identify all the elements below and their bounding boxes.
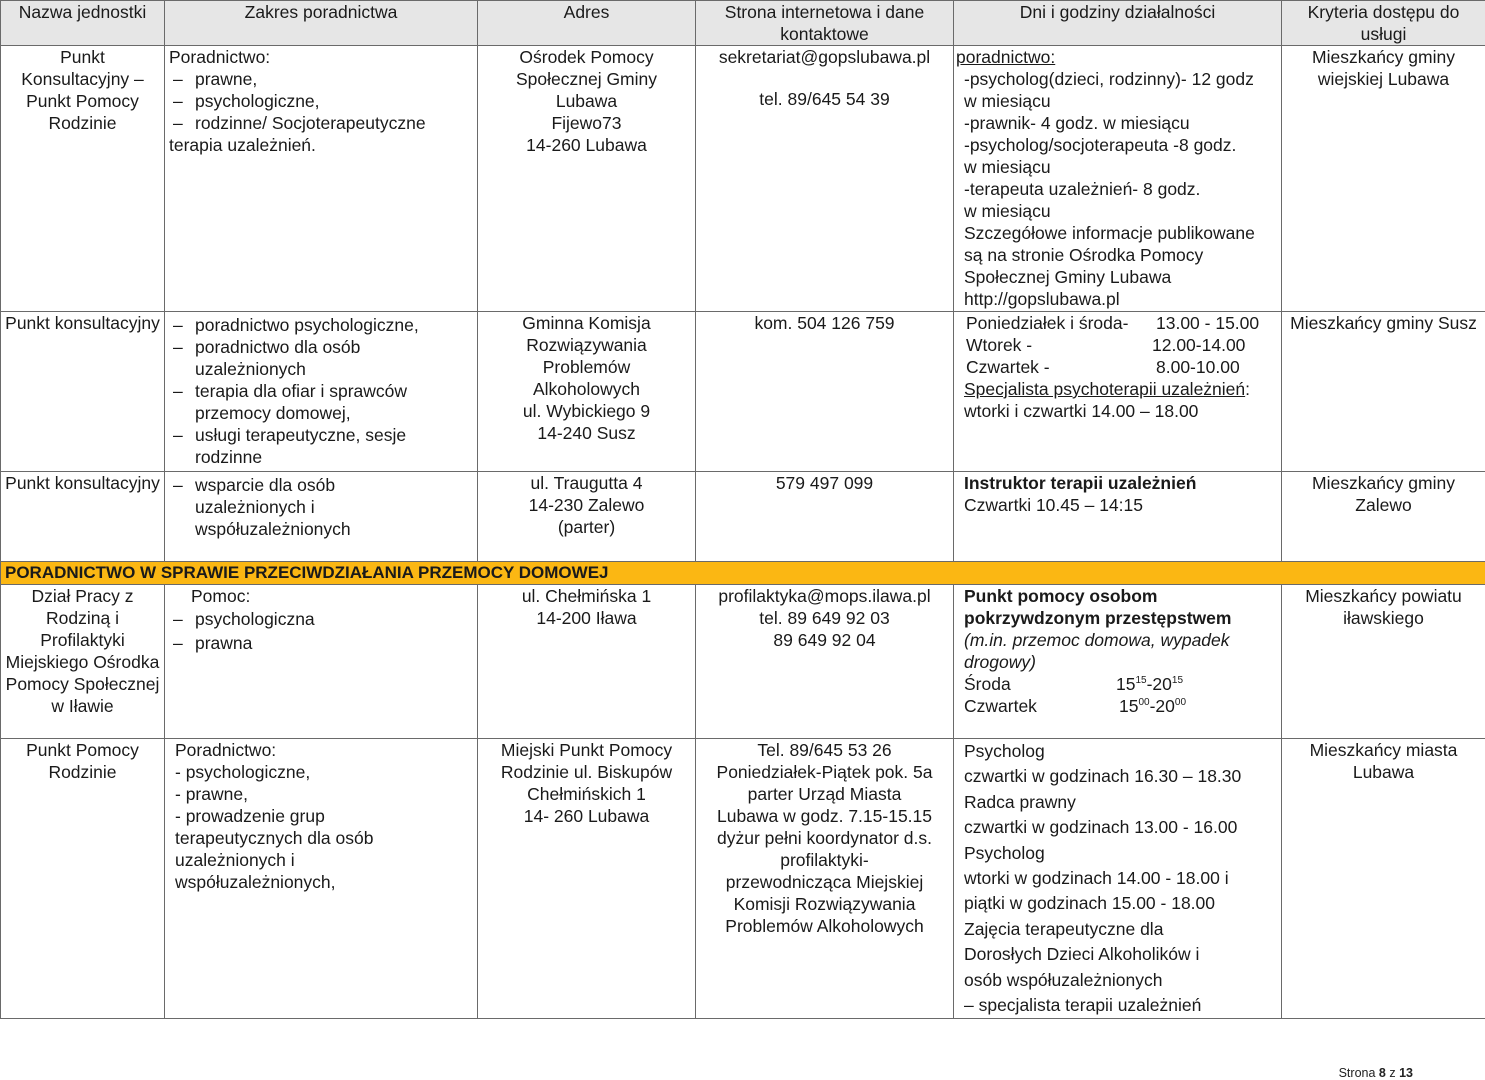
- scope-line: - prawne,: [175, 784, 248, 804]
- address-line: Miejski Punkt Pomocy: [500, 740, 673, 760]
- schedule-row: Poniedziałek i środa- 13.00 - 15.00: [966, 313, 1260, 333]
- criteria-cell: Mieszkańcy gminy Zalewo: [1282, 472, 1485, 562]
- page-number: Strona 8 z 13: [1338, 1066, 1413, 1080]
- address-line: ul. Chełmińska 1: [521, 586, 652, 606]
- hours-line: w miesiącu: [964, 201, 1051, 221]
- contact-line: Poniedziałek-Piątek pok. 5a: [716, 762, 933, 782]
- hours-line: wtorki w godzinach 14.00 - 18.00 i: [964, 868, 1229, 889]
- hours-line: Zajęcia terapeutyczne dla: [964, 918, 1164, 939]
- scope-title: Pomoc:: [191, 586, 251, 606]
- table-row: [1, 46, 1485, 312]
- header-scope: Zakres poradnictwa: [165, 1, 478, 46]
- criteria-cell: Mieszkańcy gminy Susz: [1282, 312, 1485, 472]
- hours-line: w miesiącu: [964, 157, 1051, 177]
- hours-line: Psycholog: [964, 842, 1045, 863]
- hours-line: osób współuzależnionych: [964, 969, 1163, 990]
- table-header-row: [1, 1, 1485, 46]
- scope-item: – terapia dla ofiar i sprawców przemocy domowej,: [173, 381, 408, 423]
- hours-cell: [954, 312, 1282, 472]
- hours-title: Instruktor terapii uzależnień: [964, 473, 1197, 493]
- table-row: [1, 472, 1485, 562]
- contact-line: Komisji Rozwiązywania: [733, 894, 916, 914]
- hours-line: czwartki w godzinach 16.30 – 18.30: [964, 766, 1242, 787]
- schedule-row: Wtorek - 12.00-14.00: [966, 335, 1246, 355]
- address-line: 14-230 Zalewo: [528, 495, 645, 515]
- hours-note: (m.in. przemoc domowa, wypadek drogowy): [964, 630, 1230, 672]
- scope-item: – poradnictwo psychologiczne,: [173, 315, 419, 335]
- contact-line: dyżur pełni koordynator d.s.: [717, 828, 932, 848]
- hours-title: Punkt pomocy osobom pokrzywdzonym przestępstwem: [964, 586, 1232, 628]
- contact-cell: [696, 585, 954, 739]
- hours-cell: [954, 585, 1282, 739]
- contact-cell: [696, 472, 954, 562]
- scope-tail: terapia uzależnień.: [169, 135, 316, 155]
- address-line: ul. Wybickiego 9: [522, 401, 651, 421]
- scope-cell: [165, 472, 478, 562]
- hours-line: Szczegółowe informacje publikowane: [964, 223, 1255, 243]
- phone-number: tel. 89 649 92 03: [759, 608, 890, 628]
- address-cell: [478, 46, 696, 312]
- hours-line: Radca prawny: [964, 791, 1076, 812]
- hours-line: czwartki w godzinach 13.00 - 16.00: [964, 817, 1238, 838]
- contact-line: przewodnicząca Miejskiej: [725, 872, 924, 892]
- address-cell: [478, 585, 696, 739]
- address-cell: [478, 739, 696, 1019]
- hours-cell: [954, 739, 1282, 1019]
- address-line: (parter): [557, 517, 616, 537]
- header-contact: Strona internetowa i dane kontaktowe: [696, 1, 954, 46]
- scope-item: – psychologiczna: [173, 609, 315, 629]
- criteria-cell: Mieszkańcy gminy wiejskiej Lubawa: [1282, 46, 1485, 312]
- scope-cell: [165, 585, 478, 739]
- hours-line: Psycholog: [964, 741, 1045, 761]
- email-link[interactable]: profilaktyka@mops.ilawa.pl: [718, 586, 931, 606]
- phone-number: 89 649 92 04: [773, 630, 876, 650]
- hours-cell: [954, 46, 1282, 312]
- table-row: [1, 585, 1485, 739]
- scope-cell: [165, 46, 478, 312]
- scope-item: – wsparcie dla osób uzależnionych i współuzależnionych: [173, 475, 351, 539]
- hours-line: -psycholog(dzieci, rodzinny)- 12 godz: [964, 69, 1254, 89]
- address-line: 14-260 Lubawa: [526, 135, 647, 155]
- address-line: Gminna Komisja: [522, 313, 651, 333]
- criteria-cell: Mieszkańcy miasta Lubawa: [1282, 739, 1485, 1019]
- address-line: 14- 260 Lubawa: [523, 806, 650, 826]
- address-cell: [478, 312, 696, 472]
- header-hours: Dni i godziny działalności: [954, 1, 1282, 46]
- contact-cell: [696, 46, 954, 312]
- table-row: [1, 739, 1485, 1019]
- section-title: PORADNICTWO W SPRAWIE PRZECIWDZIAŁANIA PRZEMOCY DOMOWEJ: [1, 562, 1485, 585]
- address-line: Fijewo73: [551, 113, 622, 133]
- scope-line: współuzależnionych,: [175, 872, 336, 892]
- unit-name: Punkt Pomocy Rodzinie: [1, 739, 165, 1019]
- scope-title: Poradnictwo:: [175, 740, 277, 760]
- hours-line: piątki w godzinach 15.00 - 18.00: [964, 893, 1215, 914]
- scope-item: – usługi terapeutyczne, sesje rodzinne: [173, 425, 407, 467]
- unit-name: Dział Pracy z Rodziną i Profilaktyki Miejskiego Ośrodka Pomocy Społecznej w Iławie: [1, 585, 165, 739]
- section-row: [1, 562, 1485, 585]
- scope-line: terapeutycznych dla osób: [175, 828, 374, 848]
- hours-time: Czwartki 10.45 – 14:15: [964, 495, 1143, 515]
- address-line: Alkoholowych: [533, 379, 640, 399]
- hours-line: -prawnik- 4 godz. w miesiącu: [964, 113, 1190, 133]
- hours-cell: [954, 472, 1282, 562]
- phone-number: Tel. 89/645 53 26: [757, 740, 892, 760]
- schedule-row: Środa $15^{15}-20^{15}$: [964, 674, 1184, 694]
- contact-cell: [696, 312, 954, 472]
- unit-name: Punkt konsultacyjny: [1, 472, 165, 562]
- address-line: Chełmińskich 1: [527, 784, 646, 804]
- address-line: ul. Traugutta 4: [530, 473, 643, 493]
- scope-line: - prowadzenie grup: [175, 806, 325, 826]
- unit-name: Punkt Konsultacyjny – Punkt Pomocy Rodzinie: [1, 46, 165, 312]
- hours-line: – specjalista terapii uzależnień: [964, 995, 1202, 1016]
- hours-line: -psycholog/socjoterapeuta -8 godz.: [964, 135, 1237, 155]
- address-line: Ośrodek Pomocy: [519, 47, 654, 67]
- scope-item: – rodzinne/ Socjoterapeutyczne: [173, 113, 426, 133]
- hours-line: -terapeuta uzależnień- 8 godz.: [964, 179, 1201, 199]
- table-row: [1, 312, 1485, 472]
- contact-line: profilaktyki-: [780, 850, 869, 870]
- address-line: 14-200 Iława: [536, 608, 637, 628]
- hours-title: poradnictwo:: [956, 47, 1056, 67]
- phone-number: kom. 504 126 759: [754, 313, 895, 333]
- address-cell: [478, 472, 696, 562]
- email-link[interactable]: sekretariat@gopslubawa.pl: [718, 47, 931, 67]
- scope-item: – psychologiczne,: [173, 91, 320, 111]
- scope-title: Poradnictwo:: [169, 47, 271, 67]
- hours-line: są na stronie Ośrodka Pomocy: [964, 245, 1204, 265]
- header-address: Adres: [478, 1, 696, 46]
- schedule-row: Czwartek - 8.00-10.00: [966, 357, 1240, 377]
- address-line: Problemów: [542, 357, 631, 377]
- scope-item: – prawne,: [173, 69, 258, 89]
- scope-item: – prawna: [173, 633, 253, 653]
- hours-line: Społecznej Gminy Lubawa: [964, 267, 1172, 287]
- header-criteria: Kryteria dostępu do usługi: [1282, 1, 1485, 46]
- phone-number: 579 497 099: [775, 473, 874, 493]
- scope-cell: [165, 312, 478, 472]
- scope-cell: [165, 739, 478, 1019]
- scope-item: – poradnictwo dla osób uzależnionych: [173, 337, 361, 379]
- address-line: Rodzinie ul. Biskupów: [500, 762, 673, 782]
- contact-line: parter Urząd Miasta: [747, 784, 902, 804]
- hours-line: w miesiącu: [964, 91, 1051, 111]
- specialist-time: wtorki i czwartki 14.00 – 18.00: [964, 401, 1199, 421]
- schedule-row: Czwartek $15^{00}-20^{00}$: [964, 696, 1187, 716]
- website-link[interactable]: http://gopslubawa.pl: [964, 289, 1120, 309]
- specialist-title: Specjalista psychoterapii uzależnień:: [964, 379, 1251, 399]
- hours-line: Dorosłych Dzieci Alkoholików i: [964, 944, 1200, 965]
- address-line: Społecznej Gminy: [515, 69, 658, 89]
- address-line: Rozwiązywania: [526, 335, 647, 355]
- scope-line: uzależnionych i: [175, 850, 295, 870]
- criteria-cell: Mieszkańcy powiatu iławskiego: [1282, 585, 1485, 739]
- header-unit-name: Nazwa jednostki: [1, 1, 165, 46]
- address-line: 14-240 Susz: [537, 423, 636, 443]
- contact-line: Lubawa w godz. 7.15-15.15: [716, 806, 933, 826]
- unit-name: Punkt konsultacyjny: [1, 312, 165, 472]
- contact-line: Problemów Alkoholowych: [725, 916, 924, 936]
- contact-cell: [696, 739, 954, 1019]
- address-line: Lubawa: [555, 91, 618, 111]
- scope-line: - psychologiczne,: [175, 762, 311, 782]
- phone-number: tel. 89/645 54 39: [759, 89, 890, 109]
